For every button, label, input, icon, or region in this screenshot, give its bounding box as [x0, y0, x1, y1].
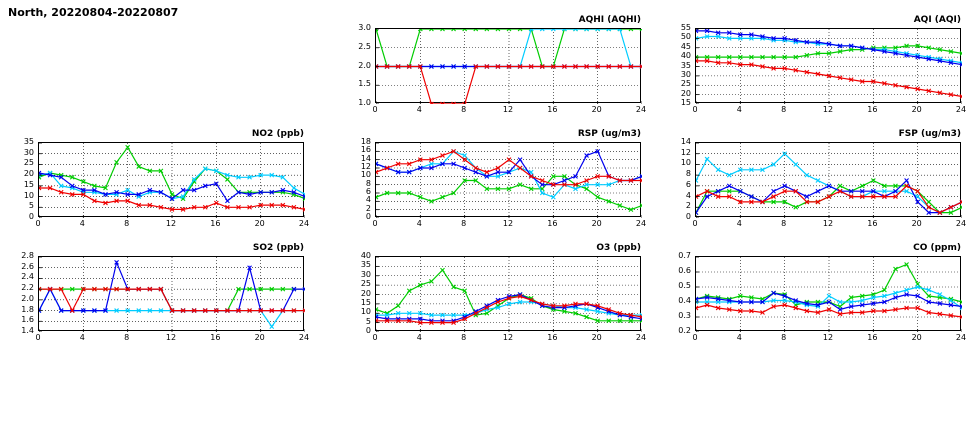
y-tick-label: 2.0 [21, 293, 34, 303]
plot-area-o3 [375, 256, 641, 331]
x-tick-label: 8 [781, 333, 787, 342]
y-tick-label: 10 [680, 158, 691, 168]
x-tick-label: 8 [124, 333, 130, 342]
series-marker [905, 179, 909, 183]
series-marker [838, 184, 842, 188]
series-marker [794, 162, 798, 166]
y-tick-label: 30 [23, 147, 34, 157]
plot-area-aqi [695, 28, 961, 103]
y-tick-label: 2 [685, 201, 691, 211]
x-tick-label: 20 [911, 219, 922, 228]
series-marker [292, 186, 296, 190]
series-marker [816, 179, 820, 183]
y-tick-label: 6 [685, 179, 691, 189]
y-tick-label: 30 [360, 269, 371, 279]
x-tick-label: 12 [822, 219, 834, 228]
series-marker [772, 189, 776, 193]
y-tick-label: 5 [28, 201, 34, 211]
chart-title-so2: SO2 (ppb) [252, 243, 304, 253]
y-tick-label: 1.6 [21, 315, 34, 325]
page-title: North, 20220804-20220807 [8, 6, 179, 19]
y-tick-label: 12 [360, 162, 371, 171]
x-tick-label: 24 [635, 333, 647, 342]
y-tick-label: 2.8 [21, 251, 34, 260]
plot-area-rsp [375, 142, 641, 217]
y-tick-label: 0.3 [678, 311, 691, 320]
y-tick-label: 0.2 [678, 326, 691, 335]
series-marker [916, 189, 920, 193]
y-tick-label: 15 [680, 98, 691, 107]
y-tick-label: 2.5 [358, 41, 371, 51]
series-marker [927, 200, 931, 204]
x-tick-label: 0 [35, 219, 41, 228]
chart-panel-so2 [8, 242, 308, 347]
chart-svg-fsp [696, 143, 962, 218]
y-tick-label: 2.4 [21, 272, 34, 282]
x-tick-label: 16 [547, 333, 558, 342]
series-marker [396, 304, 400, 308]
x-tick-label: 0 [35, 333, 41, 342]
y-tick-label: 50 [680, 32, 691, 42]
series-marker [716, 168, 720, 172]
y-tick-label: 25 [360, 279, 371, 289]
y-tick-label: 2 [365, 203, 371, 213]
series-marker [225, 199, 229, 203]
chart-panel-fsp [665, 128, 965, 233]
x-tick-label: 8 [461, 219, 467, 228]
y-tick-label: 55 [680, 23, 691, 32]
series-marker [727, 173, 731, 177]
chart-panel-o3 [345, 242, 645, 347]
x-tick-label: 8 [781, 105, 787, 114]
y-tick-label: 15 [23, 179, 34, 189]
series-marker [827, 294, 831, 298]
x-tick-label: 12 [502, 333, 514, 342]
series-line [696, 186, 962, 213]
plot-area-fsp [695, 142, 961, 217]
chart-svg-co [696, 257, 962, 332]
x-tick-label: 24 [298, 219, 310, 228]
series-marker [705, 157, 709, 161]
series-marker [126, 145, 130, 149]
y-tick-label: 0 [365, 212, 371, 221]
x-tick-label: 20 [591, 333, 602, 342]
x-tick-label: 16 [547, 105, 558, 114]
y-tick-label: 5 [365, 316, 371, 326]
chart-title-aqi: AQI (AQI) [913, 15, 961, 25]
y-tick-label: 35 [680, 60, 691, 70]
chart-title-no2: NO2 (ppb) [251, 129, 304, 139]
y-tick-label: 40 [360, 251, 371, 260]
series-line [696, 37, 962, 63]
chart-svg-so2 [39, 257, 305, 332]
x-tick-label: 12 [165, 333, 177, 342]
x-tick-label: 8 [124, 219, 130, 228]
x-tick-label: 24 [635, 219, 647, 228]
chart-panel-aqi [665, 14, 965, 119]
x-tick-label: 4 [79, 333, 85, 342]
x-tick-label: 16 [867, 105, 878, 114]
x-tick-label: 20 [254, 219, 265, 228]
y-tick-label: 16 [360, 145, 371, 155]
x-tick-label: 12 [822, 105, 834, 114]
chart-title-fsp: FSP (ug/m3) [898, 129, 961, 139]
chart-svg-rsp [376, 143, 642, 218]
y-tick-label: 20 [680, 88, 691, 98]
x-tick-label: 0 [692, 105, 698, 114]
x-tick-label: 20 [591, 105, 602, 114]
x-tick-label: 24 [955, 333, 967, 342]
y-tick-label: 0 [365, 326, 371, 335]
chart-panel-rsp [345, 128, 645, 233]
x-tick-label: 0 [692, 333, 698, 342]
y-tick-label: 18 [360, 137, 371, 146]
plot-area-aqhi [375, 28, 641, 103]
y-tick-label: 40 [680, 51, 691, 61]
x-tick-label: 12 [502, 219, 514, 228]
y-tick-label: 2.0 [358, 60, 371, 70]
y-tick-label: 0.4 [678, 296, 691, 305]
chart-panel-aqhi [345, 14, 645, 119]
x-tick-label: 16 [867, 219, 878, 228]
series-marker [518, 158, 522, 162]
y-tick-label: 45 [680, 41, 691, 51]
y-tick-label: 1.5 [358, 79, 371, 89]
y-tick-label: 0.7 [678, 251, 691, 260]
x-tick-label: 0 [372, 333, 378, 342]
x-tick-label: 4 [416, 105, 422, 114]
y-tick-label: 8 [365, 178, 371, 188]
x-tick-label: 8 [781, 219, 787, 228]
y-tick-label: 15 [360, 297, 371, 307]
x-tick-label: 4 [736, 105, 742, 114]
y-tick-label: 3.0 [358, 23, 371, 32]
series-marker [949, 205, 953, 209]
plot-area-co [695, 256, 961, 331]
x-tick-label: 24 [955, 105, 967, 114]
y-tick-label: 4 [365, 195, 371, 205]
x-tick-label: 12 [502, 105, 514, 114]
x-tick-label: 0 [372, 219, 378, 228]
plot-area-no2 [38, 142, 304, 217]
chart-title-aqhi: AQHI (AQHI) [578, 15, 641, 25]
y-tick-label: 1.0 [358, 98, 371, 107]
x-tick-label: 4 [416, 333, 422, 342]
chart-panel-co [665, 242, 965, 347]
y-tick-label: 20 [23, 169, 34, 179]
x-tick-label: 12 [165, 219, 177, 228]
x-tick-label: 4 [736, 219, 742, 228]
y-tick-label: 25 [680, 79, 691, 89]
series-marker [727, 184, 731, 188]
y-tick-label: 30 [680, 69, 691, 79]
series-line [696, 265, 962, 307]
y-tick-label: 4 [685, 190, 691, 200]
x-tick-label: 4 [416, 219, 422, 228]
y-tick-label: 1.4 [21, 326, 34, 335]
x-tick-label: 24 [955, 219, 967, 228]
y-tick-label: 8 [685, 169, 691, 179]
y-tick-label: 0 [28, 212, 34, 221]
chart-svg-no2 [39, 143, 305, 218]
x-tick-label: 8 [461, 333, 467, 342]
x-tick-label: 24 [298, 333, 310, 342]
y-tick-label: 10 [360, 307, 371, 317]
y-tick-label: 20 [360, 288, 371, 298]
y-tick-label: 6 [365, 187, 371, 196]
chart-title-o3: O3 (ppb) [596, 243, 641, 253]
chart-svg-aqi [696, 29, 962, 104]
x-tick-label: 4 [736, 333, 742, 342]
chart-title-rsp: RSP (ug/m3) [577, 129, 641, 139]
y-tick-label: 0.5 [678, 281, 691, 290]
x-tick-label: 0 [692, 219, 698, 228]
y-tick-label: 14 [680, 137, 691, 146]
chart-title-co: CO (ppm) [913, 243, 961, 253]
y-tick-label: 0 [685, 212, 691, 221]
y-tick-label: 2.6 [21, 261, 34, 271]
x-tick-label: 20 [911, 105, 922, 114]
x-tick-label: 16 [210, 333, 221, 342]
chart-svg-o3 [376, 257, 642, 332]
y-tick-label: 0.6 [678, 266, 691, 275]
x-tick-label: 4 [79, 219, 85, 228]
y-tick-label: 12 [680, 147, 691, 157]
y-tick-label: 10 [360, 170, 371, 180]
y-tick-label: 10 [23, 190, 34, 200]
x-tick-label: 0 [372, 105, 378, 114]
y-tick-label: 25 [23, 158, 34, 168]
series-marker [441, 268, 445, 272]
plot-area-so2 [38, 256, 304, 331]
y-tick-label: 2.2 [21, 283, 34, 293]
x-tick-label: 16 [867, 333, 878, 342]
x-tick-label: 12 [822, 333, 834, 342]
series-marker [225, 177, 229, 181]
series-marker [270, 325, 274, 329]
y-tick-label: 14 [360, 153, 371, 163]
y-tick-label: 35 [23, 137, 34, 146]
x-tick-label: 20 [591, 219, 602, 228]
x-tick-label: 24 [635, 105, 647, 114]
x-tick-label: 20 [254, 333, 265, 342]
y-tick-label: 35 [360, 260, 371, 270]
x-tick-label: 16 [210, 219, 221, 228]
y-tick-label: 1.8 [21, 304, 34, 314]
x-tick-label: 16 [547, 219, 558, 228]
x-tick-label: 8 [461, 105, 467, 114]
chart-svg-aqhi [376, 29, 642, 104]
x-tick-label: 20 [911, 333, 922, 342]
chart-panel-no2 [8, 128, 308, 233]
